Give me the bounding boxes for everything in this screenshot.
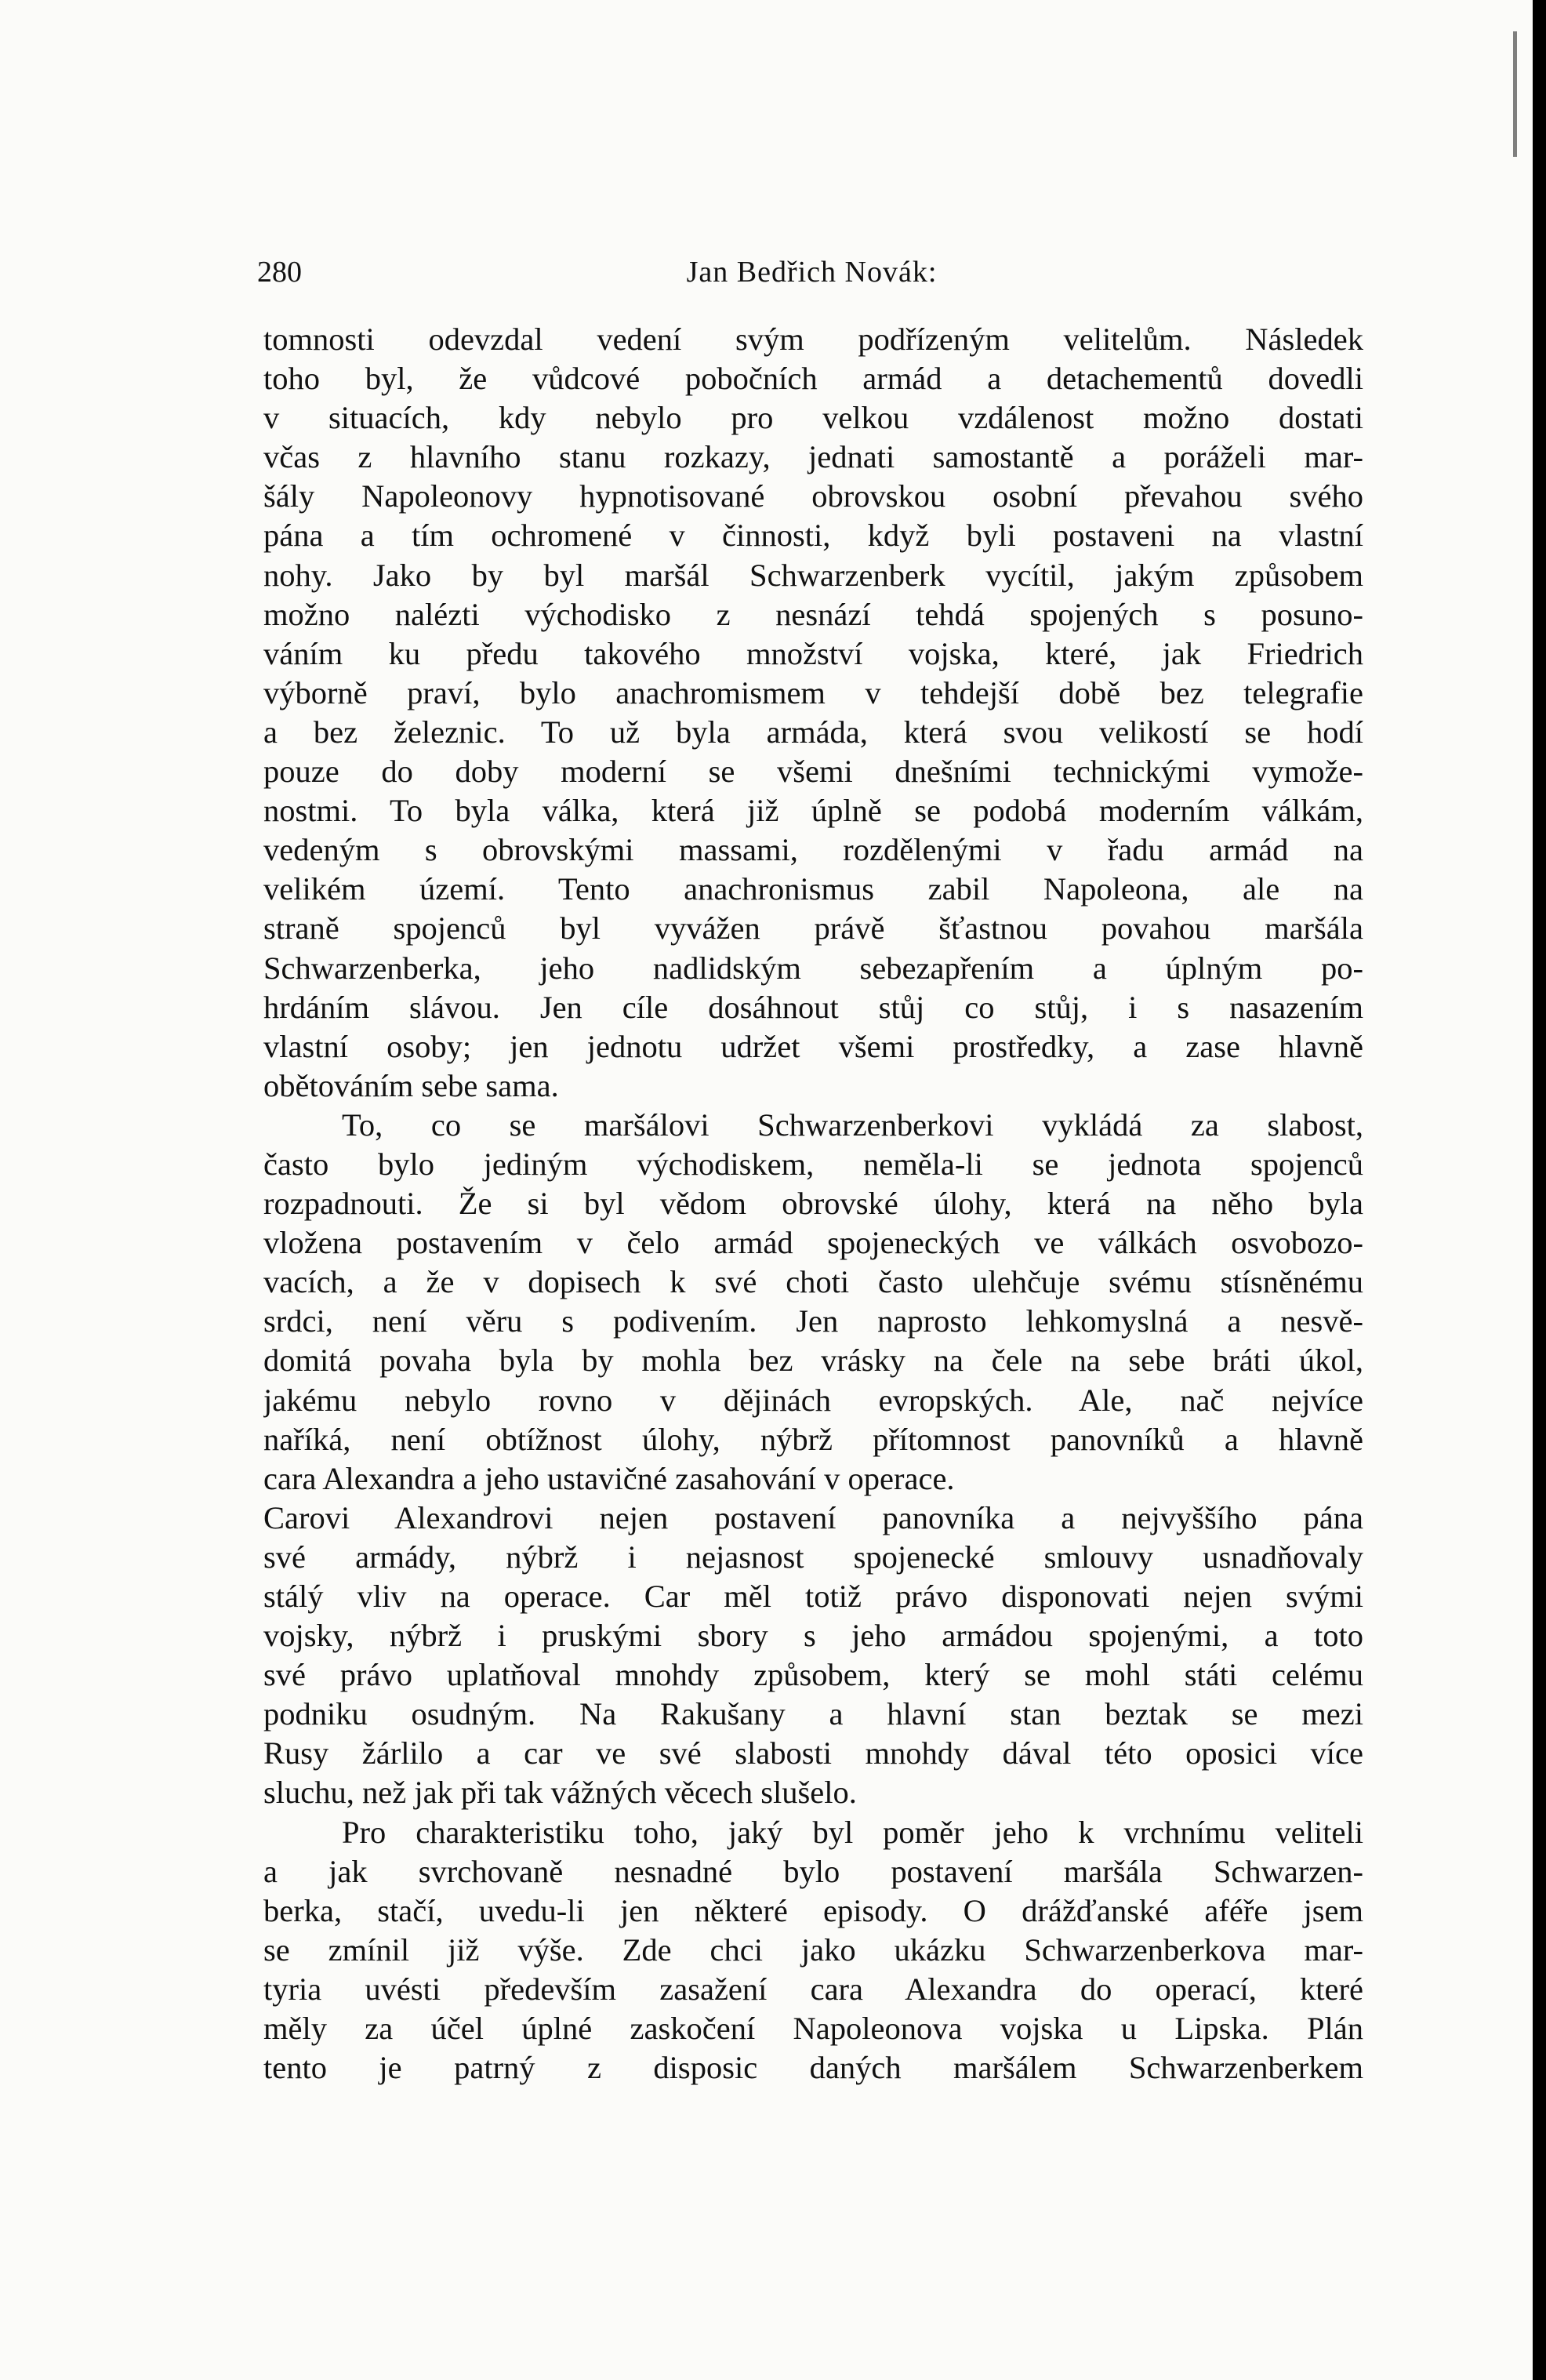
text-line: hrdáním slávou. Jen cíle dosáhnout stůj co stůj, i s nasazením [263, 989, 1363, 1025]
page-number: 280 [257, 256, 302, 289]
text-line: výborně praví, bylo anachromismem v tehdejší době bez telegrafie [263, 674, 1363, 710]
paragraph [263, 1813, 1363, 2088]
paragraph [263, 1106, 1363, 1499]
text-line: stálý vliv na operace. Car měl totiž právo disponovati nejen svými [263, 1579, 1363, 1614]
text-line: své právo uplatňoval mnohdy způsobem, který se mohl státi celému [263, 1657, 1363, 1693]
text-line: vedeným s obrovskými massami, rozdělenými v řadu armád na [263, 832, 1363, 868]
text-line: a bez železnic. To už byla armáda, která svou velikostí se hodí [263, 714, 1363, 750]
text-line: své armády, nýbrž i nejasnost spojenecké smlouvy usnadňovaly [263, 1539, 1363, 1575]
text-line: obětováním sebe sama. [263, 1067, 559, 1103]
text-line: nohy. Jako by byl maršál Schwarzenberk vycítil, jakým způsobem [263, 557, 1363, 593]
text-line: nostmi. To byla válka, která již úplně se podobá moderním válkám, [263, 793, 1363, 829]
text-line: straně spojenců byl vyvážen právě šťastnou povahou maršála [263, 910, 1363, 947]
text-line: se zmínil již výše. Zde chci jako ukázku Schwarzenberkova mar- [263, 1931, 1363, 1968]
text-line: jakému nebylo rovno v dějinách evropských. Ale, nač nejvíce [263, 1382, 1363, 1418]
text-line: srdci, není věru s podivením. Jen naprosto lehkomyslná a nesvě- [263, 1303, 1363, 1339]
text-line: sluchu, než jak při tak vážných věcech slušelo. [263, 1775, 857, 1811]
text-line: domitá povaha byla by mohla bez vrásky na čele na sebe bráti úkol, [263, 1343, 1363, 1379]
text-line: šály Napoleonovy hypnotisované obrovskou osobní převahou svého [263, 478, 1363, 514]
text-line: podniku osudným. Na Rakušany a hlavní stan beztak se mezi [263, 1696, 1363, 1732]
text-line: vojsky, nýbrž i pruskými sbory s jeho armádou spojenými, a toto [263, 1618, 1363, 1654]
text-line: naříká, není obtížnost úlohy, nýbrž přítomnost panovníků a hlavně [263, 1421, 1363, 1457]
text-line: vlastní osoby; jen jednotu udržet všemi prostředky, a zase hlavně [263, 1028, 1363, 1064]
text-line: vacích, a že v dopisech k své choti často ulehčuje svému stísněnému [263, 1264, 1363, 1300]
text-line: berka, stačí, uvedu-li jen některé episody. O drážďanské aféře jsem [263, 1892, 1363, 1928]
paragraph [263, 1499, 1363, 1813]
text-line: Carovi Alexandrovi nejen postavení panovníka a nejvyššího pána [263, 1499, 1363, 1535]
text-line: pouze do doby moderní se všemi dnešními technickými vymože- [263, 754, 1363, 790]
text-line: včas z hlavního stanu rozkazy, jednati samostantě a poráželi mar- [263, 439, 1363, 475]
text-line: Schwarzenberka, jeho nadlidským sebezapřením a úplným po- [263, 950, 1363, 986]
text-line: toho byl, že vůdcové pobočních armád a detachementů dovedli [263, 361, 1363, 397]
text-line: a jak svrchovaně nesnadné bylo postavení maršála Schwarzen- [263, 1853, 1363, 1889]
text-line: velikém území. Tento anachronismus zabil Napoleona, ale na [263, 871, 1363, 907]
text-line: pána a tím ochromené v činnosti, když byli postaveni na vlastní [263, 518, 1363, 554]
page-header [257, 255, 1366, 302]
text-line: To, co se maršálovi Schwarzenberkovi vykládá za slabost, [342, 1106, 1363, 1143]
page-edge-shadow [1513, 31, 1517, 157]
text-line: vložena postavením v čelo armád spojeneckých ve válkách osvobozo- [263, 1225, 1363, 1261]
text-line: v situacích, kdy nebylo pro velkou vzdálenost možno dostati [263, 400, 1363, 436]
text-line: cara Alexandra a jeho ustavičné zasahování v operace. [263, 1460, 955, 1496]
text-line: váním ku předu takového množství vojska, které, jak Friedrich [263, 635, 1363, 671]
body-text [263, 320, 1363, 2087]
running-head: Jan Bedřich Novák: [686, 256, 938, 289]
text-line: možno nalézti východisko z nesnází tehdá spojených s posuno- [263, 596, 1363, 632]
text-line: rozpadnouti. Že si byl vědom obrovské úlohy, která na něho byla [263, 1186, 1363, 1222]
text-line: často bylo jediným východiskem, neměla-li se jednota spojenců [263, 1146, 1363, 1182]
text-line: tento je patrný z disposic daných maršálem Schwarzenberkem [263, 2050, 1363, 2086]
text-line: tyria uvésti především zasažení cara Alexandra do operací, které [263, 1971, 1363, 2007]
paragraph [263, 320, 1363, 1106]
text-line: tomnosti odevzdal vedení svým podřízeným velitelům. Následek [263, 322, 1363, 357]
text-line: měly za účel úplné zaskočení Napoleonova vojska u Lipska. Plán [263, 2011, 1363, 2047]
text-line: Rusy žárlilo a car ve své slabosti mnohdy dával této oposici více [263, 1735, 1363, 1771]
text-line: Pro charakteristiku toho, jaký byl poměr jeho k vrchnímu veliteli [342, 1814, 1363, 1850]
